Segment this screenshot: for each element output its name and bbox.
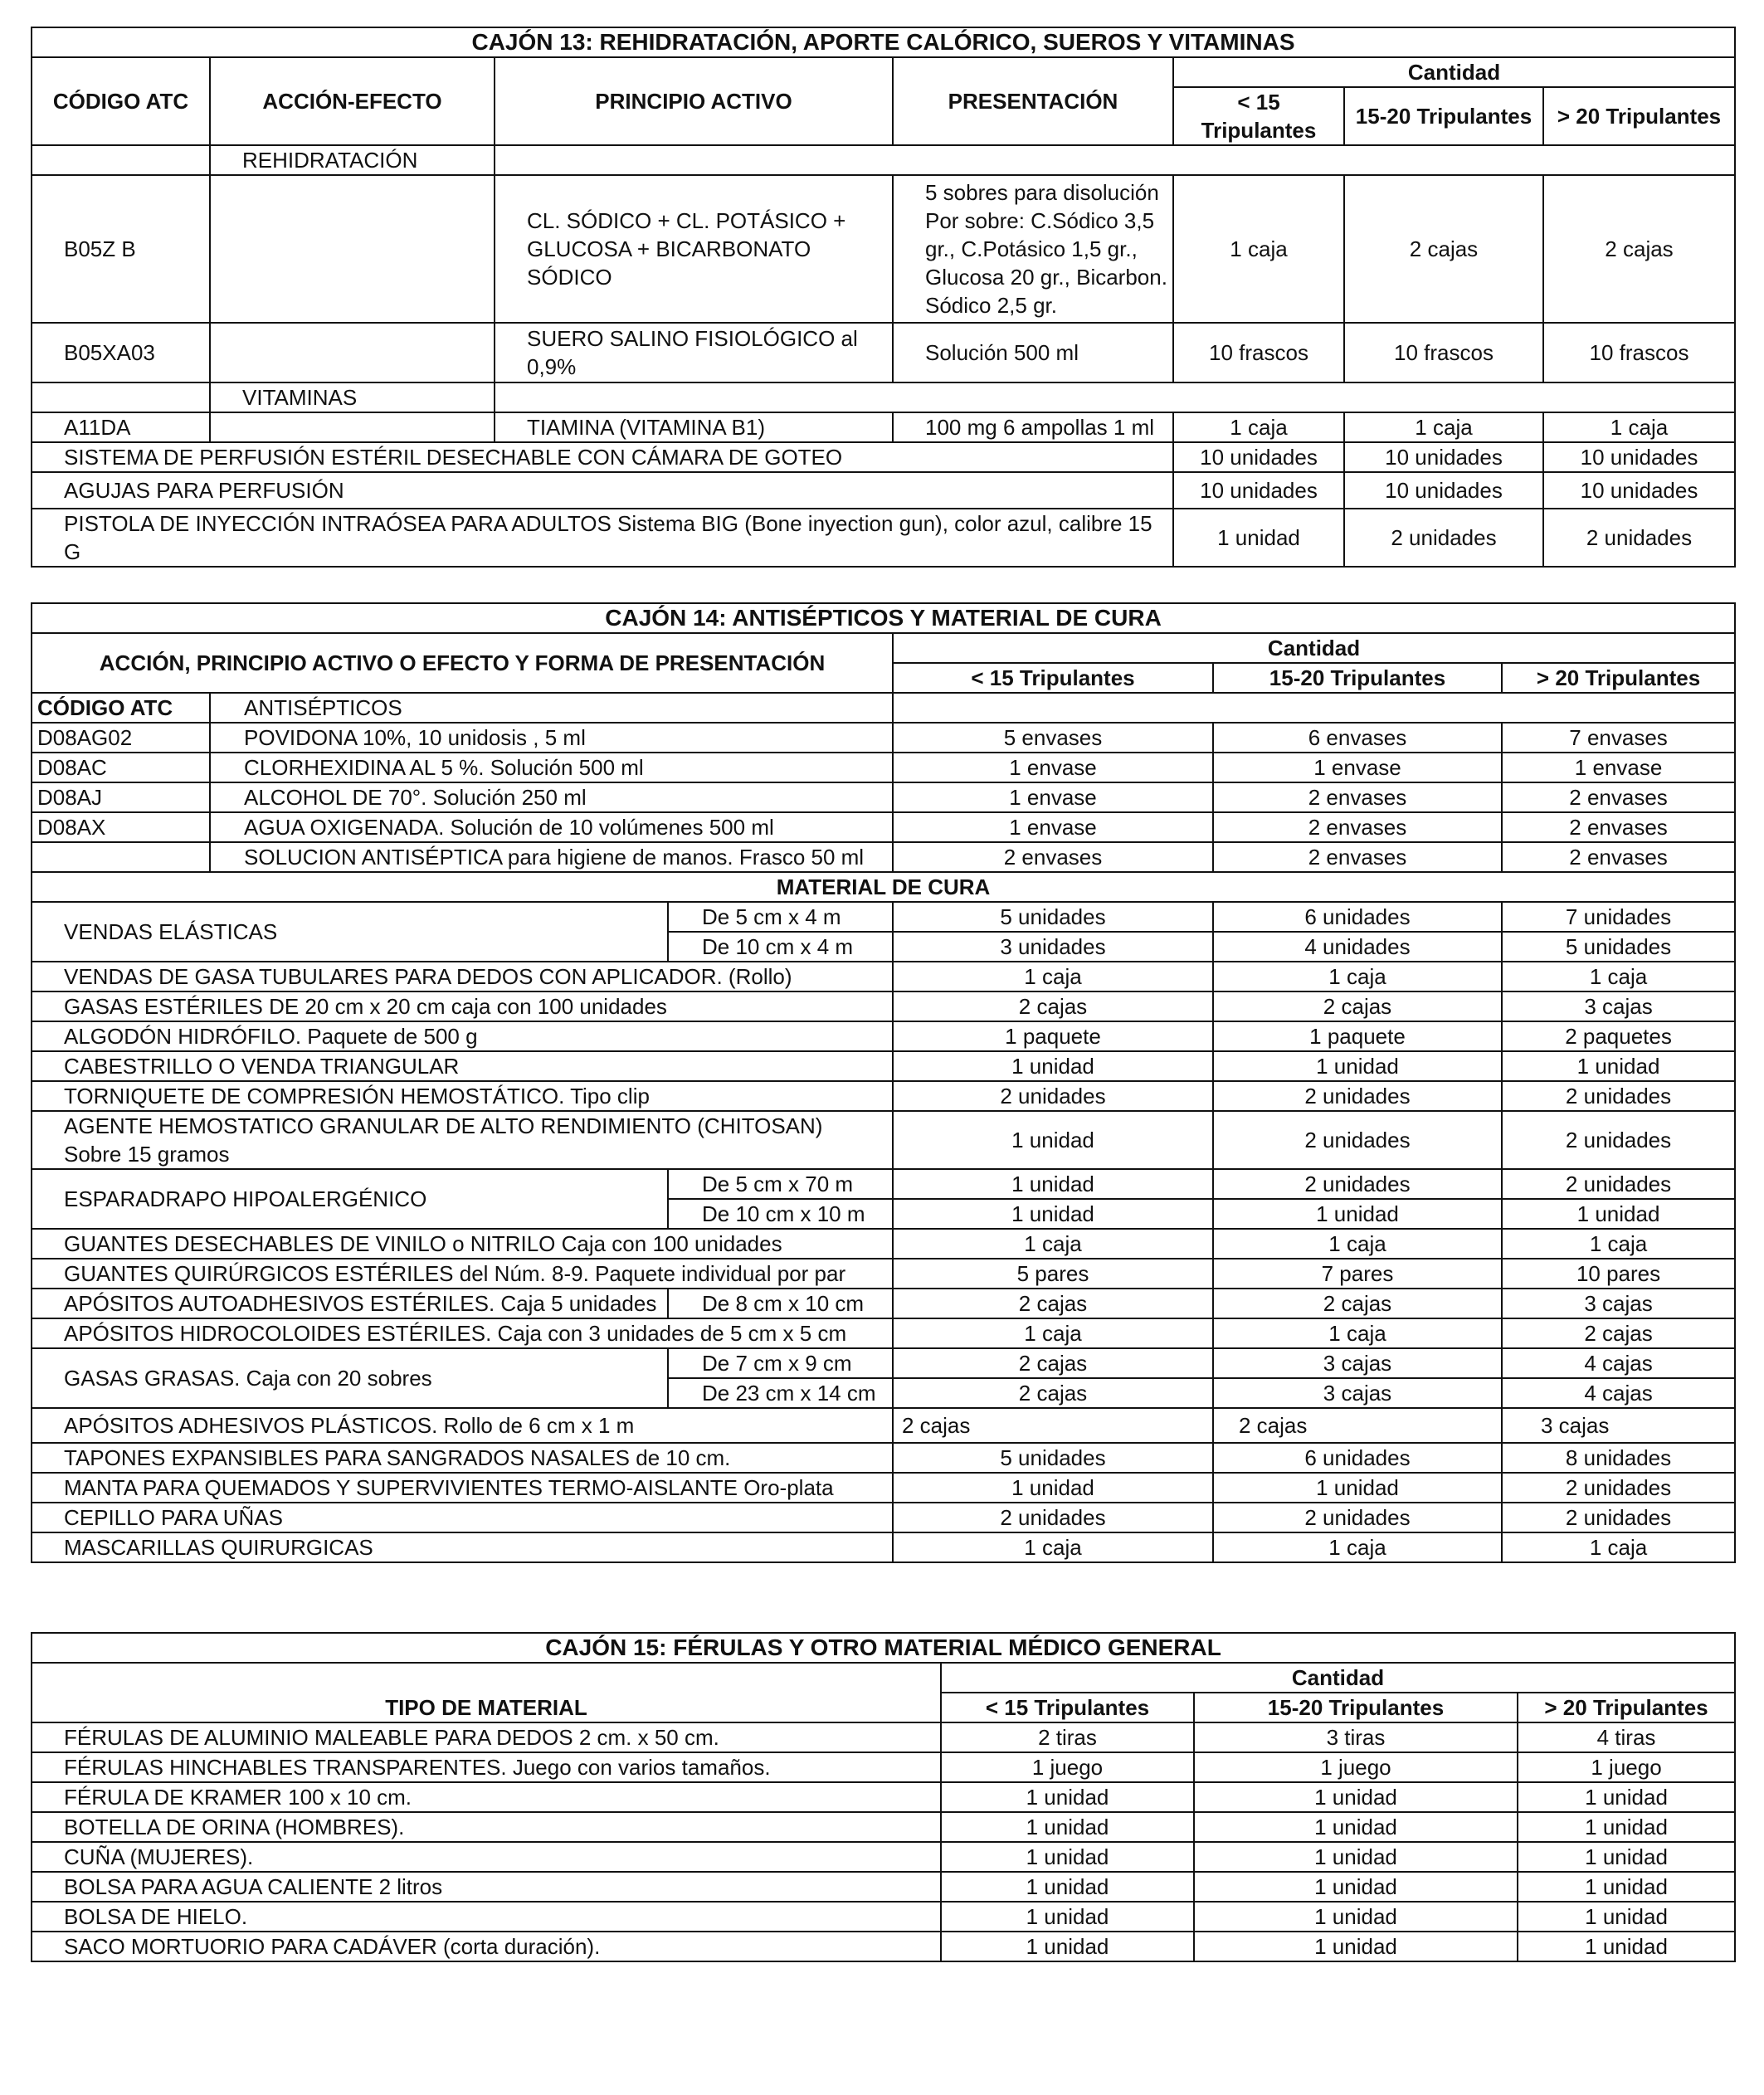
principio-cell: CL. SÓDICO + CL. POTÁSICO + GLUCOSA + BICARBONATO SÓDICO <box>495 175 893 323</box>
desc-cell: MASCARILLAS QUIRURGICAS <box>32 1532 893 1562</box>
size-cell: De 7 cm x 9 cm <box>668 1348 893 1378</box>
desc-cell: BOLSA DE HIELO. <box>32 1902 941 1932</box>
qty-cell: 8 unidades <box>1502 1443 1735 1473</box>
presentacion-cell: 5 sobres para disolución Por sobre: C.Sódico 3,5 gr., C.Potásico 1,5 gr., Glucosa 20 gr., Bicarbon. Sódico 2,5 gr. <box>893 175 1173 323</box>
section-label: MATERIAL DE CURA <box>32 872 1735 902</box>
table-row <box>32 1051 1735 1081</box>
desc-cell: VENDAS ELÁSTICAS <box>32 902 668 962</box>
table-row <box>32 412 1735 442</box>
desc-cell: PISTOLA DE INYECCIÓN INTRAÓSEA PARA ADULTOS Sistema BIG (Bone inyection gun), color azul, calibre 15 G <box>32 509 1173 567</box>
header-cantidad: Cantidad <box>1173 57 1735 87</box>
table-row <box>32 442 1735 472</box>
desc-cell: APÓSITOS AUTOADHESIVOS ESTÉRILES. Caja 5 unidades <box>32 1289 668 1318</box>
codigo-cell: D08AX <box>32 812 210 842</box>
qty-cell: 1 unidad <box>941 1932 1194 1961</box>
qty-cell: 1 unidad <box>1518 1902 1735 1932</box>
qty-cell: 2 unidades <box>1213 1169 1502 1199</box>
header-q3: > 20 Tripulantes <box>1518 1693 1735 1722</box>
codigo-cell: D08AC <box>32 753 210 782</box>
qty-cell: 1 unidad <box>1194 1842 1518 1872</box>
qty-cell: 1 caja <box>1543 412 1735 442</box>
qty-cell: 1 juego <box>1518 1752 1735 1782</box>
desc-cell: SACO MORTUORIO PARA CADÁVER (corta duración). <box>32 1932 941 1961</box>
qty-cell: 2 cajas <box>893 991 1213 1021</box>
table-row <box>32 1812 1735 1842</box>
qty-cell: 1 unidad <box>1502 1051 1735 1081</box>
header-q1: < 15 Tripulantes <box>1173 87 1344 145</box>
desc-cell: POVIDONA 10%, 10 unidosis , 5 ml <box>210 723 893 753</box>
desc-cell: BOLSA PARA AGUA CALIENTE 2 litros <box>32 1872 941 1902</box>
qty-cell: 1 envase <box>893 812 1213 842</box>
qty-cell: 1 envase <box>1502 753 1735 782</box>
qty-cell: 1 unidad <box>1213 1473 1502 1503</box>
desc-cell: CUÑA (MUJERES). <box>32 1842 941 1872</box>
table-row <box>32 1932 1735 1961</box>
qty-cell: 1 juego <box>941 1752 1194 1782</box>
desc-cell: GUANTES QUIRÚRGICOS ESTÉRILES del Núm. 8-9. Paquete individual por par <box>32 1259 893 1289</box>
qty-cell: 1 caja <box>1173 412 1344 442</box>
section-label: ANTISÉPTICOS <box>210 693 893 723</box>
presentacion-cell: Solución 500 ml <box>893 323 1173 382</box>
header-principio-activo: PRINCIPIO ACTIVO <box>495 57 893 145</box>
qty-cell: 2 cajas <box>893 1289 1213 1318</box>
desc-cell: APÓSITOS HIDROCOLOIDES ESTÉRILES. Caja con 3 unidades de 5 cm x 5 cm <box>32 1318 893 1348</box>
qty-cell: 1 unidad <box>1518 1782 1735 1812</box>
qty-cell: 4 unidades <box>1213 932 1502 962</box>
qty-cell: 3 cajas <box>1502 1289 1735 1318</box>
qty-cell: 7 pares <box>1213 1259 1502 1289</box>
qty-cell: 1 juego <box>1194 1752 1518 1782</box>
desc-cell: TORNIQUETE DE COMPRESIÓN HEMOSTÁTICO. Tipo clip <box>32 1081 893 1111</box>
qty-cell: 5 pares <box>893 1259 1213 1289</box>
qty-cell: 2 unidades <box>893 1503 1213 1532</box>
qty-cell: 10 pares <box>1502 1259 1735 1289</box>
desc-cell: GASAS GRASAS. Caja con 20 sobres <box>32 1348 668 1408</box>
qty-cell: 10 unidades <box>1344 442 1543 472</box>
table-row <box>32 782 1735 812</box>
qty-cell: 1 caja <box>1502 1532 1735 1562</box>
desc-cell: FÉRULAS HINCHABLES TRANSPARENTES. Juego con varios tamaños. <box>32 1752 941 1782</box>
qty-cell: 1 envase <box>893 782 1213 812</box>
table-row <box>32 1503 1735 1532</box>
desc-cell: CEPILLO PARA UÑAS <box>32 1503 893 1532</box>
table-row <box>32 1169 1735 1199</box>
section-row <box>32 693 1735 723</box>
table-row <box>32 1348 1735 1378</box>
header-accion-efecto: ACCIÓN-EFECTO <box>210 57 495 145</box>
qty-cell: 2 unidades <box>1344 509 1543 567</box>
desc-cell: SOLUCION ANTISÉPTICA para higiene de manos. Frasco 50 ml <box>210 842 893 872</box>
table-row <box>32 1842 1735 1872</box>
header-q2: 15-20 Tripulantes <box>1213 663 1502 693</box>
section-row <box>32 145 1735 175</box>
qty-cell: 1 unidad <box>941 1842 1194 1872</box>
header-accion: ACCIÓN, PRINCIPIO ACTIVO O EFECTO Y FORMA DE PRESENTACIÓN <box>32 633 893 693</box>
desc-cell: AGUA OXIGENADA. Solución de 10 volúmenes 500 ml <box>210 812 893 842</box>
header-q2: 15-20 Tripulantes <box>1344 87 1543 145</box>
desc-cell: ALGODÓN HIDRÓFILO. Paquete de 500 g <box>32 1021 893 1051</box>
table-row <box>32 812 1735 842</box>
qty-cell: 3 tiras <box>1194 1722 1518 1752</box>
qty-cell: 5 unidades <box>1502 932 1735 962</box>
qty-cell: 1 caja <box>893 962 1213 991</box>
desc-cell: MANTA PARA QUEMADOS Y SUPERVIVIENTES TERMO-AISLANTE Oro-plata <box>32 1473 893 1503</box>
desc-cell: CABESTRILLO O VENDA TRIANGULAR <box>32 1051 893 1081</box>
table-title: CAJÓN 14: ANTISÉPTICOS Y MATERIAL DE CURA <box>32 603 1735 633</box>
qty-cell: 10 unidades <box>1344 472 1543 509</box>
table-row <box>32 1532 1735 1562</box>
qty-cell: 2 envases <box>1213 812 1502 842</box>
qty-cell: 2 unidades <box>1213 1503 1502 1532</box>
table-row <box>32 753 1735 782</box>
qty-cell: 1 unidad <box>893 1051 1213 1081</box>
table-row <box>32 1752 1735 1782</box>
qty-cell: 3 cajas <box>1502 991 1735 1021</box>
table-row <box>32 962 1735 991</box>
header-q1: < 15 Tripulantes <box>893 663 1213 693</box>
qty-cell: 3 cajas <box>1502 1408 1735 1443</box>
qty-cell: 1 caja <box>1213 1532 1502 1562</box>
qty-cell: 7 envases <box>1502 723 1735 753</box>
header-codigo-atc: CÓDIGO ATC <box>32 693 210 723</box>
qty-cell: 4 cajas <box>1502 1378 1735 1408</box>
qty-cell: 2 unidades <box>1213 1111 1502 1169</box>
qty-cell: 1 caja <box>1502 1229 1735 1259</box>
qty-cell: 2 unidades <box>1502 1473 1735 1503</box>
qty-cell: 2 unidades <box>1502 1169 1735 1199</box>
header-codigo-atc: CÓDIGO ATC <box>32 57 210 145</box>
table-row <box>32 1782 1735 1812</box>
table-row <box>32 1872 1735 1902</box>
table-cajon-15 <box>31 1632 1736 1962</box>
size-cell: De 8 cm x 10 cm <box>668 1289 893 1318</box>
table-cajon-14 <box>31 602 1736 1563</box>
qty-cell: 2 cajas <box>1213 1408 1502 1443</box>
table-row <box>32 1722 1735 1752</box>
table-row <box>32 1021 1735 1051</box>
qty-cell: 1 caja <box>1213 1318 1502 1348</box>
qty-cell: 2 envases <box>1502 842 1735 872</box>
qty-cell: 2 envases <box>1502 782 1735 812</box>
qty-cell: 4 tiras <box>1518 1722 1735 1752</box>
header-tipo-material: TIPO DE MATERIAL <box>32 1663 941 1722</box>
qty-cell: 1 unidad <box>941 1782 1194 1812</box>
table-row <box>32 175 1735 323</box>
desc-cell: AGUJAS PARA PERFUSIÓN <box>32 472 1173 509</box>
table-row <box>32 1318 1735 1348</box>
qty-cell: 1 unidad <box>941 1872 1194 1902</box>
qty-cell: 10 frascos <box>1543 323 1735 382</box>
table-row <box>32 1229 1735 1259</box>
qty-cell: 2 cajas <box>893 1378 1213 1408</box>
qty-cell: 7 unidades <box>1502 902 1735 932</box>
section-row <box>32 872 1735 902</box>
qty-cell: 1 unidad <box>1518 1842 1735 1872</box>
table-row <box>32 1473 1735 1503</box>
qty-cell: 1 unidad <box>1213 1199 1502 1229</box>
section-label: VITAMINAS <box>210 382 495 412</box>
table-row <box>32 1902 1735 1932</box>
table-row <box>32 1081 1735 1111</box>
qty-cell: 10 frascos <box>1344 323 1543 382</box>
qty-cell: 2 envases <box>1502 812 1735 842</box>
qty-cell: 1 caja <box>1213 1229 1502 1259</box>
qty-cell: 1 caja <box>893 1318 1213 1348</box>
qty-cell: 2 cajas <box>1213 991 1502 1021</box>
qty-cell: 2 unidades <box>893 1081 1213 1111</box>
qty-cell: 1 caja <box>1344 412 1543 442</box>
desc-cell: APÓSITOS ADHESIVOS PLÁSTICOS. Rollo de 6 cm x 1 m <box>32 1408 893 1443</box>
qty-cell: 2 unidades <box>1502 1111 1735 1169</box>
desc-cell: SISTEMA DE PERFUSIÓN ESTÉRIL DESECHABLE CON CÁMARA DE GOTEO <box>32 442 1173 472</box>
qty-cell: 1 unidad <box>941 1812 1194 1842</box>
qty-cell: 1 caja <box>893 1532 1213 1562</box>
table-row <box>32 842 1735 872</box>
qty-cell: 2 unidades <box>1502 1503 1735 1532</box>
qty-cell: 10 unidades <box>1543 442 1735 472</box>
qty-cell: 5 unidades <box>893 1443 1213 1473</box>
qty-cell: 1 caja <box>1173 175 1344 323</box>
size-cell: De 5 cm x 4 m <box>668 902 893 932</box>
qty-cell: 1 paquete <box>893 1021 1213 1051</box>
qty-cell: 1 unidad <box>1173 509 1344 567</box>
qty-cell: 2 unidades <box>1213 1081 1502 1111</box>
principio-cell: SUERO SALINO FISIOLÓGICO al 0,9% <box>495 323 893 382</box>
table-row <box>32 1443 1735 1473</box>
qty-cell: 1 unidad <box>1518 1812 1735 1842</box>
table-title: CAJÓN 13: REHIDRATACIÓN, APORTE CALÓRICO, SUEROS Y VITAMINAS <box>32 27 1735 57</box>
size-cell: De 23 cm x 14 cm <box>668 1378 893 1408</box>
qty-cell: 1 unidad <box>1194 1782 1518 1812</box>
qty-cell: 1 caja <box>893 1229 1213 1259</box>
qty-cell: 3 cajas <box>1213 1348 1502 1378</box>
qty-cell: 1 unidad <box>893 1199 1213 1229</box>
size-cell: De 10 cm x 4 m <box>668 932 893 962</box>
desc-cell: FÉRULAS DE ALUMINIO MALEABLE PARA DEDOS 2 cm. x 50 cm. <box>32 1722 941 1752</box>
header-q3: > 20 Tripulantes <box>1502 663 1735 693</box>
qty-cell: 10 unidades <box>1173 472 1344 509</box>
codigo-cell: D08AJ <box>32 782 210 812</box>
qty-cell: 2 unidades <box>1502 1081 1735 1111</box>
qty-cell: 1 unidad <box>1194 1932 1518 1961</box>
qty-cell: 6 unidades <box>1213 902 1502 932</box>
qty-cell: 4 cajas <box>1502 1348 1735 1378</box>
qty-cell: 1 unidad <box>1213 1051 1502 1081</box>
desc-cell: GASAS ESTÉRILES DE 20 cm x 20 cm caja con 100 unidades <box>32 991 893 1021</box>
qty-cell: 2 cajas <box>1213 1289 1502 1318</box>
table-title: CAJÓN 15: FÉRULAS Y OTRO MATERIAL MÉDICO GENERAL <box>32 1633 1735 1663</box>
table-row <box>32 472 1735 509</box>
header-cantidad: Cantidad <box>893 633 1735 663</box>
qty-cell: 6 envases <box>1213 723 1502 753</box>
qty-cell: 3 unidades <box>893 932 1213 962</box>
qty-cell: 2 cajas <box>893 1348 1213 1378</box>
codigo-cell <box>32 842 210 872</box>
qty-cell: 1 unidad <box>1502 1199 1735 1229</box>
qty-cell: 2 cajas <box>1502 1318 1735 1348</box>
table-row <box>32 1408 1735 1443</box>
qty-cell: 1 unidad <box>1518 1932 1735 1961</box>
qty-cell: 10 unidades <box>1543 472 1735 509</box>
desc-cell: GUANTES DESECHABLES DE VINILO o NITRILO Caja con 100 unidades <box>32 1229 893 1259</box>
table-row <box>32 509 1735 567</box>
qty-cell: 2 paquetes <box>1502 1021 1735 1051</box>
qty-cell: 2 unidades <box>1543 509 1735 567</box>
qty-cell: 1 unidad <box>893 1473 1213 1503</box>
table-row <box>32 1111 1735 1169</box>
qty-cell: 2 cajas <box>893 1408 1213 1443</box>
table-row <box>32 723 1735 753</box>
table-row <box>32 1259 1735 1289</box>
table-row <box>32 1289 1735 1318</box>
codigo-cell: D08AG02 <box>32 723 210 753</box>
desc-cell: FÉRULA DE KRAMER 100 x 10 cm. <box>32 1782 941 1812</box>
qty-cell: 1 unidad <box>1194 1872 1518 1902</box>
header-q3: > 20 Tripulantes <box>1543 87 1735 145</box>
codigo-cell: B05Z B <box>32 175 210 323</box>
presentacion-cell: 100 mg 6 ampollas 1 ml <box>893 412 1173 442</box>
desc-cell: AGENTE HEMOSTATICO GRANULAR DE ALTO RENDIMIENTO (CHITOSAN) Sobre 15 gramos <box>32 1111 893 1169</box>
size-cell: De 5 cm x 70 m <box>668 1169 893 1199</box>
qty-cell: 1 unidad <box>893 1169 1213 1199</box>
desc-cell: CLORHEXIDINA AL 5 %. Solución 500 ml <box>210 753 893 782</box>
qty-cell: 2 tiras <box>941 1722 1194 1752</box>
qty-cell: 2 envases <box>1213 782 1502 812</box>
desc-cell: VENDAS DE GASA TUBULARES PARA DEDOS CON APLICADOR. (Rollo) <box>32 962 893 991</box>
qty-cell: 1 paquete <box>1213 1021 1502 1051</box>
codigo-cell: A11DA <box>32 412 210 442</box>
qty-cell: 1 envase <box>1213 753 1502 782</box>
qty-cell: 1 unidad <box>941 1902 1194 1932</box>
section-row <box>32 382 1735 412</box>
table-row <box>32 991 1735 1021</box>
header-cantidad: Cantidad <box>941 1663 1735 1693</box>
qty-cell: 10 unidades <box>1173 442 1344 472</box>
qty-cell: 1 unidad <box>893 1111 1213 1169</box>
qty-cell: 6 unidades <box>1213 1443 1502 1473</box>
qty-cell: 3 cajas <box>1213 1378 1502 1408</box>
qty-cell: 2 cajas <box>1543 175 1735 323</box>
header-presentacion: PRESENTACIÓN <box>893 57 1173 145</box>
codigo-cell: B05XA03 <box>32 323 210 382</box>
header-q2: 15-20 Tripulantes <box>1194 1693 1518 1722</box>
qty-cell: 2 envases <box>893 842 1213 872</box>
desc-cell: ESPARADRAPO HIPOALERGÉNICO <box>32 1169 668 1229</box>
qty-cell: 2 envases <box>1213 842 1502 872</box>
qty-cell: 5 envases <box>893 723 1213 753</box>
table-row <box>32 323 1735 382</box>
qty-cell: 1 caja <box>1502 962 1735 991</box>
qty-cell: 1 envase <box>893 753 1213 782</box>
desc-cell: ALCOHOL DE 70°. Solución 250 ml <box>210 782 893 812</box>
qty-cell: 5 unidades <box>893 902 1213 932</box>
qty-cell: 1 unidad <box>1518 1872 1735 1902</box>
size-cell: De 10 cm x 10 m <box>668 1199 893 1229</box>
qty-cell: 1 unidad <box>1194 1902 1518 1932</box>
qty-cell: 1 unidad <box>1194 1812 1518 1842</box>
desc-cell: BOTELLA DE ORINA (HOMBRES). <box>32 1812 941 1842</box>
qty-cell: 1 caja <box>1213 962 1502 991</box>
qty-cell: 10 frascos <box>1173 323 1344 382</box>
qty-cell: 2 cajas <box>1344 175 1543 323</box>
header-q1: < 15 Tripulantes <box>941 1693 1194 1722</box>
table-cajon-13 <box>31 27 1736 568</box>
desc-cell: TAPONES EXPANSIBLES PARA SANGRADOS NASALES de 10 cm. <box>32 1443 893 1473</box>
section-label: REHIDRATACIÓN <box>210 145 495 175</box>
table-row <box>32 902 1735 932</box>
principio-cell: TIAMINA (VITAMINA B1) <box>495 412 893 442</box>
